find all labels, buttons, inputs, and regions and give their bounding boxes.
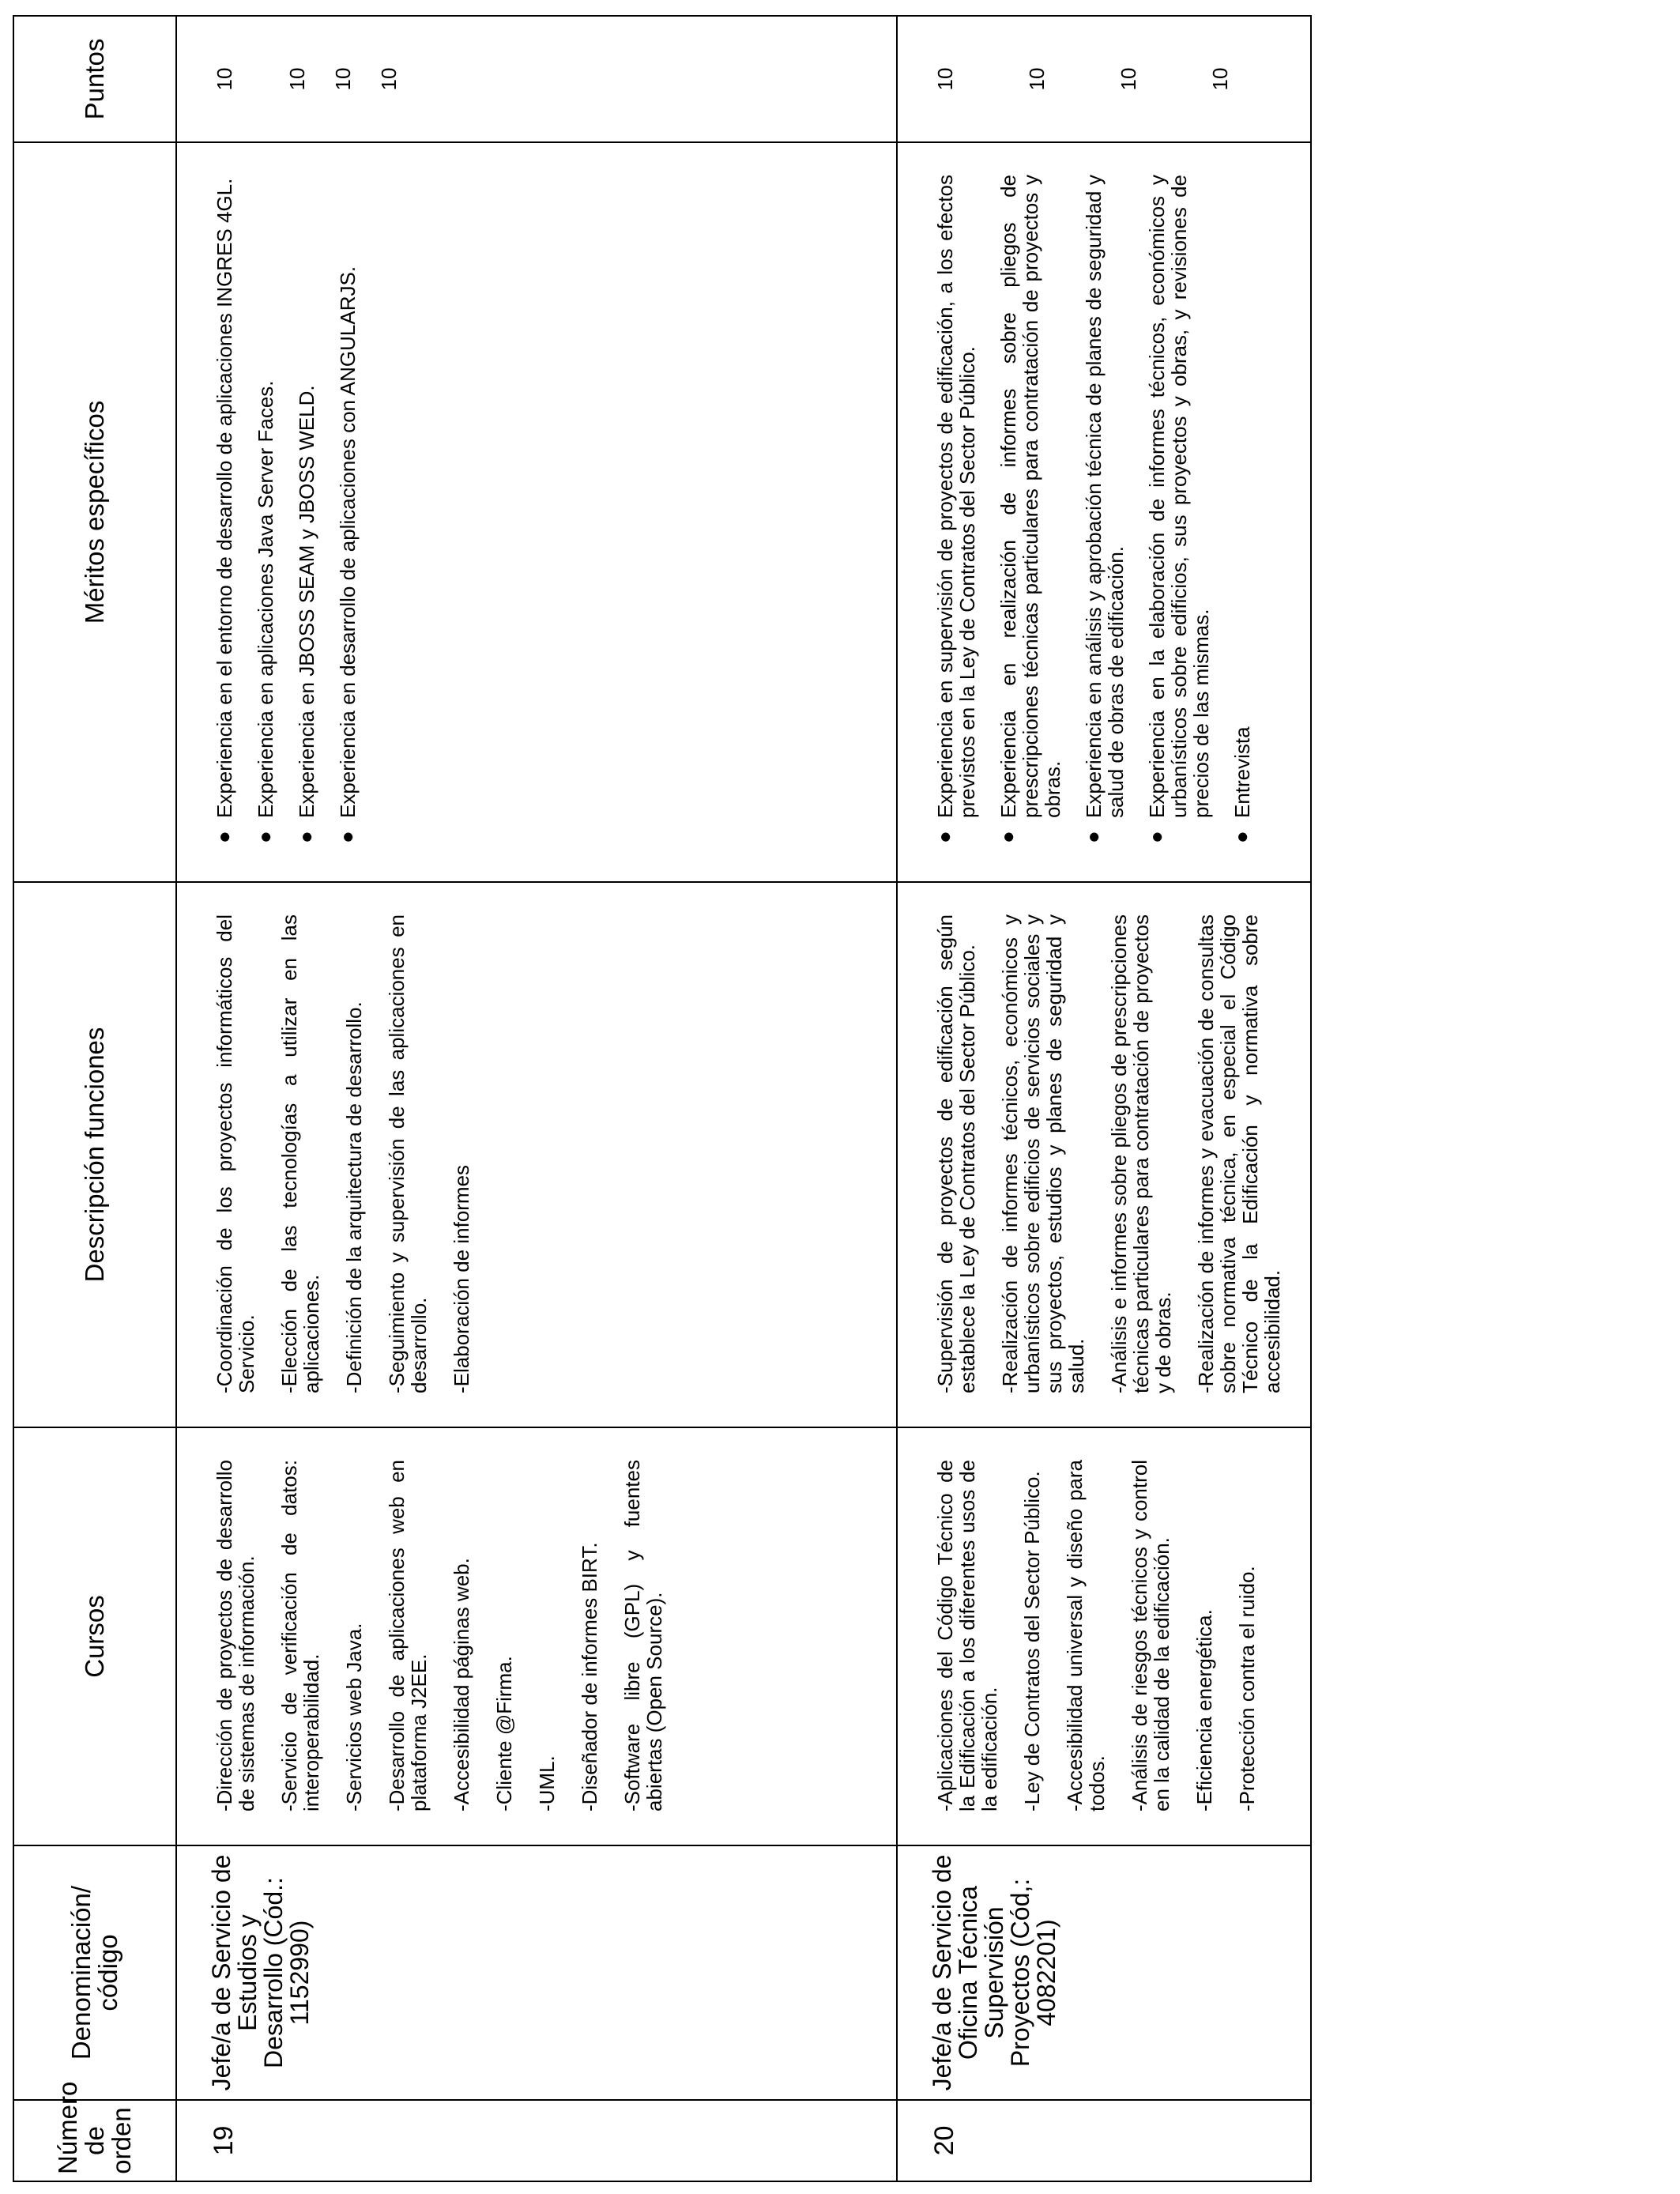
header-numero: Número de orden — [13, 2100, 176, 2181]
course-item: -Accesibilidad páginas web. — [450, 1558, 473, 1811]
bullet-icon: ● — [335, 831, 359, 843]
course-item: -Protección contra el ruido. — [1235, 1566, 1259, 1811]
position-name: Jefe/a de Servicio de Estudios y Desarrollo (Cód.: 1152990) — [176, 1845, 897, 2100]
function-item: -Seguimiento y supervisión de las aplicaciones en desarrollo. — [385, 914, 431, 1393]
course-item: -Servicio de verificación de datos: interoperabilidad. — [277, 1460, 323, 1811]
course-item: -Servicios web Java. — [342, 1623, 366, 1811]
merit-item: ● Experiencia en la elaboración de informes técnicos, económicos y urbanísticos sobre edificios, sus proyectos y obras, y revisiones de precios de las mismas. — [1144, 175, 1213, 843]
function-item: -Análisis e informes sobre pliegos de prescripciones técnicas particulares para contratación de proyectos y de obras. — [1107, 914, 1175, 1393]
course-item: -Eficiencia energética. — [1192, 1609, 1216, 1811]
course-item: -Aplicaciones del Código Técnico de la Edificación a los diferentes usos de la edificación. — [933, 1460, 1001, 1811]
bullet-icon: ● — [1081, 831, 1105, 843]
points-value: 10 — [285, 67, 309, 91]
course-item: -Cliente @Firma. — [492, 1656, 516, 1811]
table-row — [897, 16, 1311, 2181]
course-item: -Diseñador de informes BIRT. — [578, 1542, 601, 1811]
merit-item: ● Entrevista — [1230, 726, 1254, 843]
header-puntos: Puntos — [13, 16, 176, 142]
positions-table — [13, 15, 1312, 2182]
position-name: Jefe/a de Servicio de Oficina Técnica Supervisión Proyectos (Cód,: 4082201) — [897, 1845, 1311, 2100]
function-item: -Coordinación de los proyectos informáticos del Servicio. — [213, 914, 258, 1393]
bullet-icon: ● — [932, 831, 956, 843]
bullet-icon: ● — [1144, 831, 1168, 843]
merit-item: ● Experiencia en desarrollo de aplicaciones con ANGULARJS. — [335, 266, 360, 843]
courses-cell — [176, 1427, 897, 1845]
function-item: -Definición de la arquitectura de desarrollo. — [342, 1001, 366, 1393]
course-item: -Accesibilidad universal y diseño para todos. — [1063, 1460, 1109, 1811]
row-number: 20 — [897, 2100, 1311, 2181]
points-value: 10 — [213, 67, 236, 91]
points-cell — [176, 16, 897, 142]
points-cell — [897, 16, 1311, 142]
header-cursos: Cursos — [13, 1427, 176, 1845]
points-value: 10 — [1208, 67, 1232, 91]
merits-cell — [176, 142, 897, 882]
functions-cell — [897, 882, 1311, 1427]
points-value: 10 — [377, 67, 401, 91]
points-value: 10 — [1117, 67, 1140, 91]
function-item: -Realización de informes y evacuación de consultas sobre normativa técnica, en especial el Código Técnico de la Edificación y normativa sobre accesibilidad. — [1194, 914, 1284, 1393]
merit-item: ● Experiencia en realización de informes sobre pliegos de prescripciones técnicas particulares para contratación de proyectos y obras. — [996, 175, 1064, 843]
header-denominacion: Denominación/ código — [13, 1845, 176, 2100]
points-value: 10 — [331, 67, 355, 91]
course-item: -Ley de Contratos del Sector Público. — [1020, 1471, 1044, 1811]
points-value: 10 — [1025, 67, 1049, 91]
function-item: -Elaboración de informes — [450, 1164, 473, 1393]
bullet-icon: ● — [294, 831, 318, 843]
course-item: -Software libre (GPL) y fuentes abiertas (Open Source). — [620, 1460, 666, 1811]
header-descripcion: Descripción funciones — [13, 882, 176, 1427]
merits-cell — [897, 142, 1311, 882]
bullet-icon: ● — [1230, 831, 1253, 843]
merit-item: ● Experiencia en supervisión de proyectos de edificación, a los efectos previstos en la Ley de Contratos del Sector Público. — [932, 175, 979, 843]
merit-item: ● Experiencia en JBOSS SEAM y JBOSS WELD. — [294, 385, 318, 843]
course-item: -UML. — [535, 1755, 559, 1811]
bullet-icon: ● — [212, 831, 235, 843]
header-row — [13, 16, 176, 2181]
points-value: 10 — [933, 67, 957, 91]
functions-cell — [176, 882, 897, 1427]
courses-cell — [897, 1427, 1311, 1845]
table-row — [176, 16, 897, 2181]
course-item: -Desarrollo de aplicaciones web en plataforma J2EE. — [385, 1460, 431, 1811]
merit-item: ● Experiencia en aplicaciones Java Server Faces. — [253, 380, 277, 843]
header-meritos: Méritos específicos — [13, 142, 176, 882]
function-item: -Supervisión de proyectos de edificación según establece la Ley de Contratos del Sector Público. — [933, 914, 979, 1393]
row-number: 19 — [176, 2100, 897, 2181]
merit-item: ● Experiencia en análisis y aprobación técnica de planes de seguridad y salud de obras de edificación. — [1081, 175, 1128, 843]
function-item: -Elección de las tecnologías a utilizar en las aplicaciones. — [277, 914, 323, 1393]
course-item: -Análisis de riesgos técnicos y control en la calidad de la edificación. — [1128, 1460, 1173, 1811]
merit-item: ● Experiencia en el entorno de desarrollo de aplicaciones INGRES 4GL. — [212, 178, 236, 843]
function-item: -Realización de informes técnicos, económicos y urbanísticos sobre edificios de servicios sociales y sus proyectos, estudios y planes de seguridad y salud. — [998, 914, 1088, 1393]
bullet-icon: ● — [253, 831, 277, 843]
course-item: -Dirección de proyectos de desarrollo de sistemas de información. — [213, 1460, 258, 1811]
bullet-icon: ● — [996, 831, 1019, 843]
